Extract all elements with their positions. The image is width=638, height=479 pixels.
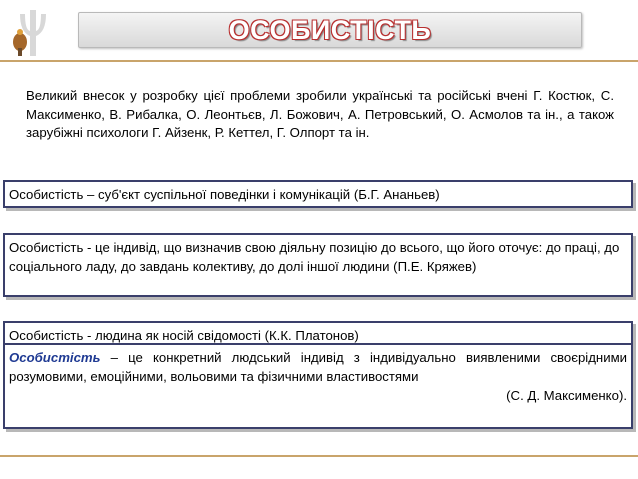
definition-box-maksymenko xyxy=(3,343,633,429)
definition-term: Особистість xyxy=(9,350,101,365)
title-bar xyxy=(78,12,582,48)
definition-text: – це конкретний людський індивід з індивідуально виявленими своєрідними розумовими, емоційними, вольовими та фізичними властивостями xyxy=(9,350,627,384)
page-title: ОСОБИСТІСТЬ xyxy=(228,15,432,45)
definition-text: Особистість - це індивід, що визначив свою діяльну позицію до всього, що його оточує: до праці, до соціального ладу, до завдань колективу, до долі іншої людини (П.Е. Кряжев) xyxy=(9,240,620,274)
definition-text: Особистість – суб'єкт суспільної поведінки і комунікацій (Б.Г. Ананьев) xyxy=(9,187,440,202)
definition-author: (С. Д. Максименко). xyxy=(506,388,627,403)
definition-box-kryazhev xyxy=(3,233,633,297)
definition-text: Особистість - людина як носій свідомості (К.К. Платонов) xyxy=(9,328,359,343)
bottom-divider xyxy=(0,455,638,457)
top-divider xyxy=(0,60,638,62)
definition-box-ananiev xyxy=(3,180,633,208)
psi-logo-icon xyxy=(6,6,68,62)
intro-text: Великий внесок у розробку цієї проблеми зробили українські та російські вчені Г. Костюк, С. Максименко, В. Рибалка, О. Леонтьєв, Л. Божович, А. Петровський, О. Асмолов та ін., а також зарубіжні психологи Г. Айзенк, Р. Кеттел, Г. Олпорт та ін. xyxy=(26,88,614,141)
